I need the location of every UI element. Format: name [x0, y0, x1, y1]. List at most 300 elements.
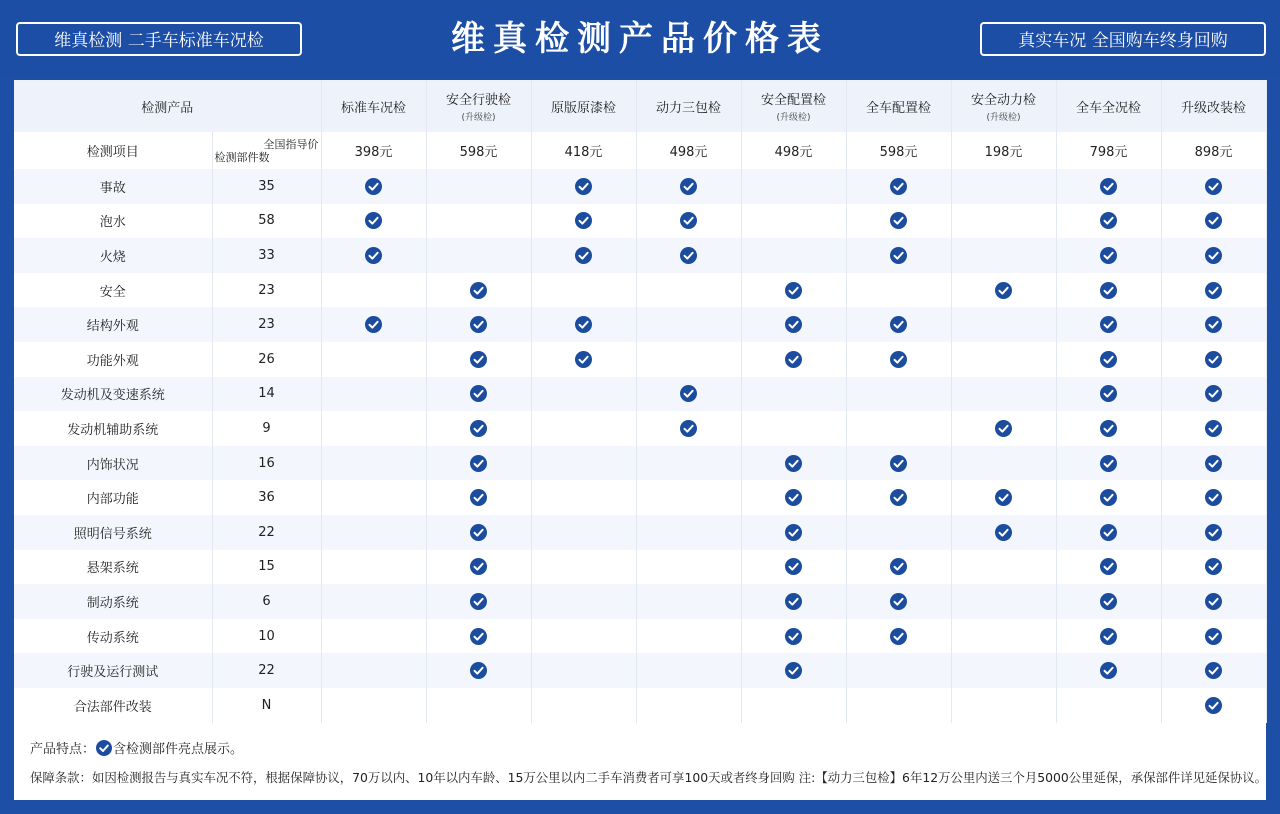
check-circle-icon	[1205, 697, 1222, 714]
table-row	[14, 307, 1266, 342]
item-name: 发动机及变速系统	[14, 377, 212, 412]
product-header-row	[14, 80, 1266, 132]
item-count: 26	[212, 342, 321, 377]
check-cell	[846, 307, 951, 342]
check-cell	[531, 550, 636, 585]
check-circle-icon	[785, 524, 802, 541]
check-cell	[1056, 446, 1161, 481]
check-cell	[426, 411, 531, 446]
check-circle-icon	[1205, 628, 1222, 645]
item-count: 10	[212, 619, 321, 654]
check-circle-icon	[1205, 524, 1222, 541]
table-row	[14, 480, 1266, 515]
check-circle-icon	[1205, 212, 1222, 229]
check-cell	[1161, 550, 1266, 585]
product-price: 198元	[951, 132, 1056, 169]
check-cell	[951, 688, 1056, 723]
table-row	[14, 515, 1266, 550]
item-count: 6	[212, 584, 321, 619]
right-badge: 真实车况 全国购车终身回购	[980, 22, 1266, 56]
check-cell	[741, 411, 846, 446]
check-cell	[1056, 377, 1161, 412]
check-circle-icon	[470, 662, 487, 679]
check-cell	[951, 307, 1056, 342]
check-circle-icon	[785, 455, 802, 472]
check-cell	[1056, 273, 1161, 308]
check-cell	[951, 377, 1056, 412]
check-circle-icon	[575, 351, 592, 368]
check-cell	[531, 688, 636, 723]
check-cell	[1056, 411, 1161, 446]
check-cell	[741, 204, 846, 239]
check-cell	[1056, 688, 1161, 723]
item-name: 结构外观	[14, 307, 212, 342]
check-cell	[846, 204, 951, 239]
item-count: 33	[212, 238, 321, 273]
check-cell	[1161, 377, 1266, 412]
check-circle-icon	[1205, 385, 1222, 402]
check-cell	[951, 273, 1056, 308]
check-circle-icon	[1205, 178, 1222, 195]
table-row	[14, 619, 1266, 654]
product-header	[426, 80, 531, 132]
check-cell	[741, 584, 846, 619]
check-circle-icon	[890, 351, 907, 368]
check-circle-icon	[890, 247, 907, 264]
table-row	[14, 342, 1266, 377]
check-circle-icon	[680, 247, 697, 264]
check-cell	[636, 273, 741, 308]
check-cell	[846, 169, 951, 204]
check-cell	[531, 238, 636, 273]
product-header	[1056, 80, 1161, 132]
check-cell	[846, 446, 951, 481]
check-circle-icon	[1205, 282, 1222, 299]
item-name: 制动系统	[14, 584, 212, 619]
check-cell	[321, 307, 426, 342]
page-title: 维真检测产品价格表	[451, 19, 829, 59]
check-circle-icon	[680, 385, 697, 402]
price-count-cell	[212, 132, 321, 169]
check-cell	[951, 204, 1056, 239]
check-cell	[531, 411, 636, 446]
check-circle-icon	[365, 316, 382, 333]
check-cell	[1056, 204, 1161, 239]
price-label: 全国指导价	[263, 138, 319, 151]
check-circle-icon	[995, 489, 1012, 506]
check-cell	[1056, 238, 1161, 273]
check-cell	[531, 342, 636, 377]
check-cell	[741, 653, 846, 688]
check-circle-icon	[575, 178, 592, 195]
check-circle-icon	[575, 247, 592, 264]
check-cell	[1161, 480, 1266, 515]
check-circle-icon	[785, 558, 802, 575]
page-header	[0, 0, 1280, 78]
check-cell	[426, 446, 531, 481]
check-cell	[1056, 619, 1161, 654]
check-cell	[951, 653, 1056, 688]
product-price: 398元	[321, 132, 426, 169]
check-cell	[1161, 273, 1266, 308]
product-header	[1161, 80, 1266, 132]
price-row	[14, 132, 1266, 169]
check-cell	[321, 169, 426, 204]
check-cell	[636, 653, 741, 688]
check-cell	[426, 550, 531, 585]
price-table-panel	[14, 80, 1266, 800]
product-name: 全车全况检	[1076, 100, 1142, 116]
check-cell	[846, 238, 951, 273]
check-cell	[846, 273, 951, 308]
check-cell	[531, 515, 636, 550]
check-cell	[636, 342, 741, 377]
check-circle-icon	[890, 628, 907, 645]
check-cell	[636, 307, 741, 342]
check-circle-icon	[470, 420, 487, 437]
check-cell	[951, 238, 1056, 273]
check-circle-icon	[1100, 558, 1117, 575]
check-circle-icon	[1205, 316, 1222, 333]
check-cell	[636, 204, 741, 239]
check-cell	[846, 480, 951, 515]
item-name: 事故	[14, 169, 212, 204]
table-row	[14, 688, 1266, 723]
check-cell	[846, 342, 951, 377]
check-circle-icon	[680, 178, 697, 195]
check-cell	[1056, 550, 1161, 585]
check-circle-icon	[890, 489, 907, 506]
check-cell	[1161, 619, 1266, 654]
check-cell	[846, 515, 951, 550]
check-cell	[1056, 515, 1161, 550]
check-circle-icon	[365, 212, 382, 229]
check-cell	[426, 584, 531, 619]
check-cell	[426, 342, 531, 377]
check-circle-icon	[470, 489, 487, 506]
check-cell	[321, 688, 426, 723]
check-cell	[426, 169, 531, 204]
check-cell	[321, 342, 426, 377]
check-cell	[531, 307, 636, 342]
check-cell	[321, 515, 426, 550]
check-cell	[531, 377, 636, 412]
table-row	[14, 273, 1266, 308]
check-cell	[1161, 307, 1266, 342]
item-count: 23	[212, 307, 321, 342]
check-circle-icon	[1100, 662, 1117, 679]
check-cell	[741, 169, 846, 204]
check-cell	[741, 480, 846, 515]
check-cell	[741, 307, 846, 342]
check-circle-icon	[1205, 558, 1222, 575]
check-circle-icon	[785, 489, 802, 506]
check-circle-icon	[470, 558, 487, 575]
check-circle-icon	[1205, 351, 1222, 368]
check-cell	[636, 515, 741, 550]
check-cell	[321, 480, 426, 515]
product-header	[846, 80, 951, 132]
table-row	[14, 411, 1266, 446]
check-cell	[531, 480, 636, 515]
check-cell	[846, 619, 951, 654]
check-cell	[1056, 307, 1161, 342]
item-count: 58	[212, 204, 321, 239]
check-circle-icon	[890, 558, 907, 575]
item-name: 悬架系统	[14, 550, 212, 585]
check-cell	[1161, 342, 1266, 377]
check-cell	[951, 515, 1056, 550]
check-circle-icon	[785, 662, 802, 679]
check-circle-icon	[890, 178, 907, 195]
product-sub: (升级检)	[461, 113, 496, 123]
item-name: 行驶及运行测试	[14, 653, 212, 688]
check-circle-icon	[890, 212, 907, 229]
product-name: 安全行驶检	[446, 93, 512, 108]
item-count: 35	[212, 169, 321, 204]
check-circle-icon	[470, 282, 487, 299]
check-cell	[741, 273, 846, 308]
check-circle-icon	[1100, 178, 1117, 195]
product-header	[636, 80, 741, 132]
product-name: 安全配置检	[761, 93, 827, 108]
item-count: 36	[212, 480, 321, 515]
check-cell	[426, 515, 531, 550]
item-count: 14	[212, 377, 321, 412]
item-count: 15	[212, 550, 321, 585]
check-cell	[741, 619, 846, 654]
table-row	[14, 204, 1266, 239]
check-circle-icon	[680, 420, 697, 437]
product-price: 798元	[1056, 132, 1161, 169]
check-cell	[741, 238, 846, 273]
check-circle-icon	[995, 524, 1012, 541]
check-cell	[636, 584, 741, 619]
check-circle-icon	[890, 316, 907, 333]
product-sub: (升级检)	[776, 113, 811, 123]
check-cell	[1056, 653, 1161, 688]
feature-note	[30, 740, 243, 760]
check-cell	[426, 653, 531, 688]
item-count: 9	[212, 411, 321, 446]
check-cell	[951, 411, 1056, 446]
check-cell	[426, 480, 531, 515]
check-cell	[741, 377, 846, 412]
check-circle-icon	[470, 385, 487, 402]
check-circle-icon	[470, 351, 487, 368]
check-cell	[426, 619, 531, 654]
check-cell	[636, 377, 741, 412]
check-cell	[951, 446, 1056, 481]
check-circle-icon	[470, 455, 487, 472]
item-count: 22	[212, 653, 321, 688]
check-cell	[531, 169, 636, 204]
item-name: 发动机辅助系统	[14, 411, 212, 446]
item-name: 安全	[14, 273, 212, 308]
check-cell	[531, 204, 636, 239]
check-cell	[426, 204, 531, 239]
check-circle-icon	[575, 212, 592, 229]
product-price: 498元	[636, 132, 741, 169]
diagonal-header	[213, 132, 321, 169]
check-cell	[321, 550, 426, 585]
check-cell	[1161, 688, 1266, 723]
table-row	[14, 446, 1266, 481]
check-cell	[531, 273, 636, 308]
check-cell	[321, 619, 426, 654]
check-circle-icon	[1205, 593, 1222, 610]
guarantee-note: 保障条款：如因检测报告与真实车况不符，根据保障协议，70万以内、10年以内车龄、15万公里以内二手车消费者可享100天或者终身回购 注:【动力三包检】6年12万公里内送三个月5000公里延保，承保部件详见延保协议。	[30, 770, 1268, 785]
product-header	[321, 80, 426, 132]
product-name: 安全动力检	[971, 93, 1037, 108]
feature-suffix: 含检测部件亮点展示。	[113, 742, 244, 757]
check-circle-icon	[1100, 385, 1117, 402]
product-price: 598元	[846, 132, 951, 169]
check-circle-icon	[1100, 316, 1117, 333]
check-circle-icon	[470, 593, 487, 610]
check-circle-icon	[1100, 628, 1117, 645]
check-cell	[846, 688, 951, 723]
check-cell	[951, 169, 1056, 204]
item-name: 照明信号系统	[14, 515, 212, 550]
check-cell	[321, 377, 426, 412]
check-circle-icon	[1205, 420, 1222, 437]
product-sub: (升级检)	[986, 113, 1021, 123]
check-cell	[951, 550, 1056, 585]
check-circle-icon	[1205, 455, 1222, 472]
check-cell	[426, 273, 531, 308]
check-cell	[636, 619, 741, 654]
check-circle-icon	[995, 282, 1012, 299]
check-circle-icon	[1100, 247, 1117, 264]
check-circle-icon	[575, 316, 592, 333]
check-circle-icon	[1100, 282, 1117, 299]
check-cell	[951, 619, 1056, 654]
check-cell	[741, 550, 846, 585]
item-count: 22	[212, 515, 321, 550]
check-cell	[846, 550, 951, 585]
check-cell	[1161, 238, 1266, 273]
check-cell	[1161, 653, 1266, 688]
item-count: 23	[212, 273, 321, 308]
check-cell	[1056, 480, 1161, 515]
item-name: 内饰状况	[14, 446, 212, 481]
product-name: 原版原漆检	[551, 100, 617, 116]
check-cell	[636, 688, 741, 723]
product-price: 598元	[426, 132, 531, 169]
price-table	[14, 80, 1267, 723]
check-circle-icon	[365, 247, 382, 264]
item-count: N	[212, 688, 321, 723]
check-cell	[636, 238, 741, 273]
item-label: 检测项目	[14, 132, 212, 169]
check-cell	[636, 550, 741, 585]
check-cell	[741, 342, 846, 377]
table-row	[14, 169, 1266, 204]
check-cell	[531, 653, 636, 688]
item-count: 16	[212, 446, 321, 481]
check-circle-icon	[680, 212, 697, 229]
check-circle-icon	[785, 351, 802, 368]
check-circle-icon	[890, 593, 907, 610]
check-circle-icon	[890, 455, 907, 472]
check-cell	[1161, 446, 1266, 481]
product-name: 标准车况检	[341, 100, 407, 116]
check-circle-icon	[1100, 455, 1117, 472]
check-cell	[846, 377, 951, 412]
product-name: 升级改装检	[1181, 100, 1247, 116]
item-name: 合法部件改装	[14, 688, 212, 723]
check-circle-icon	[785, 282, 802, 299]
check-cell	[321, 273, 426, 308]
product-price: 498元	[741, 132, 846, 169]
table-row	[14, 653, 1266, 688]
check-cell	[426, 307, 531, 342]
item-name: 火烧	[14, 238, 212, 273]
check-cell	[321, 584, 426, 619]
check-cell	[426, 688, 531, 723]
check-circle-icon	[365, 178, 382, 195]
check-cell	[741, 446, 846, 481]
check-circle-icon	[1100, 489, 1117, 506]
check-cell	[321, 446, 426, 481]
check-cell	[1161, 411, 1266, 446]
product-name: 全车配置检	[866, 100, 932, 116]
check-cell	[1161, 169, 1266, 204]
item-name: 传动系统	[14, 619, 212, 654]
check-circle-icon	[995, 420, 1012, 437]
check-circle-icon	[785, 628, 802, 645]
check-cell	[1056, 169, 1161, 204]
check-cell	[846, 653, 951, 688]
check-circle-icon	[1100, 593, 1117, 610]
check-cell	[426, 238, 531, 273]
check-cell	[321, 204, 426, 239]
check-circle-icon	[1205, 662, 1222, 679]
product-name: 动力三包检	[656, 100, 722, 116]
check-cell	[321, 238, 426, 273]
check-cell	[636, 480, 741, 515]
count-label: 检测部件数	[214, 151, 270, 164]
check-cell	[426, 377, 531, 412]
product-header	[531, 80, 636, 132]
check-cell	[951, 342, 1056, 377]
check-cell	[1056, 342, 1161, 377]
product-price: 418元	[531, 132, 636, 169]
check-cell	[636, 169, 741, 204]
check-cell	[1161, 515, 1266, 550]
table-row	[14, 377, 1266, 412]
check-circle-icon	[96, 740, 112, 756]
check-cell	[951, 480, 1056, 515]
check-cell	[636, 446, 741, 481]
feature-prefix: 产品特点：	[30, 742, 96, 757]
check-cell	[1161, 204, 1266, 239]
item-name: 功能外观	[14, 342, 212, 377]
check-cell	[321, 653, 426, 688]
check-circle-icon	[785, 316, 802, 333]
check-circle-icon	[1205, 247, 1222, 264]
left-badge: 维真检测 二手车标准车况检	[16, 22, 302, 56]
check-cell	[741, 688, 846, 723]
check-circle-icon	[470, 316, 487, 333]
product-header	[741, 80, 846, 132]
check-cell	[741, 515, 846, 550]
check-cell	[531, 619, 636, 654]
check-cell	[846, 411, 951, 446]
check-cell	[846, 584, 951, 619]
check-cell	[951, 584, 1056, 619]
